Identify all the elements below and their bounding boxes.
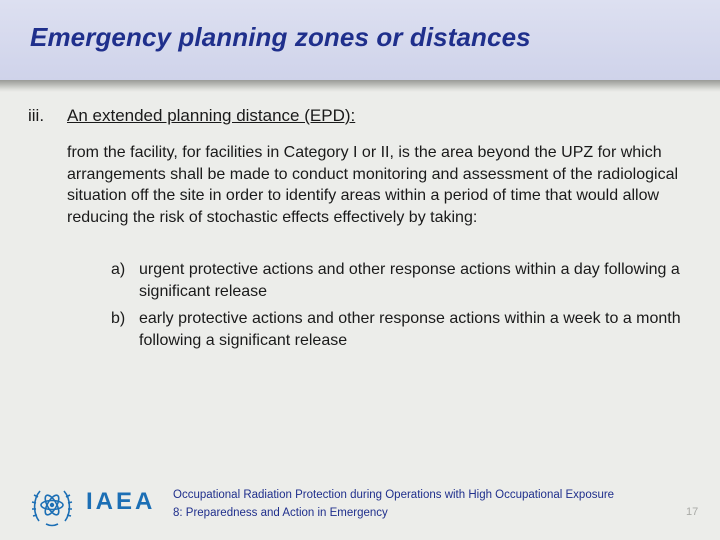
sub-item-marker: b) — [111, 310, 126, 327]
header-divider — [0, 80, 720, 92]
item-marker: iii. — [28, 106, 45, 125]
page-number: 17 — [686, 506, 699, 518]
sub-item-marker: a) — [111, 261, 126, 278]
body-paragraph: from the facility, for facilities in Category I or II, is the area beyond the UPZ for which arrangements shall be made to conduct monitoring and assessment of the radiological situation off the site in order to identify areas within a period of time that would allow reducing the risk of stochastic effects effectively by taking: — [67, 144, 679, 226]
item-heading: An extended planning distance (EPD): — [67, 106, 356, 125]
sub-item-a — [111, 259, 711, 302]
iaea-logo-text: IAEA — [86, 488, 156, 515]
footer-course-title: Occupational Radiation Protection during Operations with High Occupational Exposure — [173, 489, 615, 501]
footer-module-title: 8: Preparedness and Action in Emergency — [173, 507, 388, 519]
sub-item-b — [111, 308, 711, 351]
slide-title: Emergency planning zones or distances — [30, 22, 531, 52]
iaea-emblem-icon — [30, 483, 74, 529]
sub-item-text: early protective actions and other response actions within a week to a month following a significant release — [139, 310, 681, 349]
sub-item-text: urgent protective actions and other response actions within a day following a significant release — [139, 261, 680, 300]
